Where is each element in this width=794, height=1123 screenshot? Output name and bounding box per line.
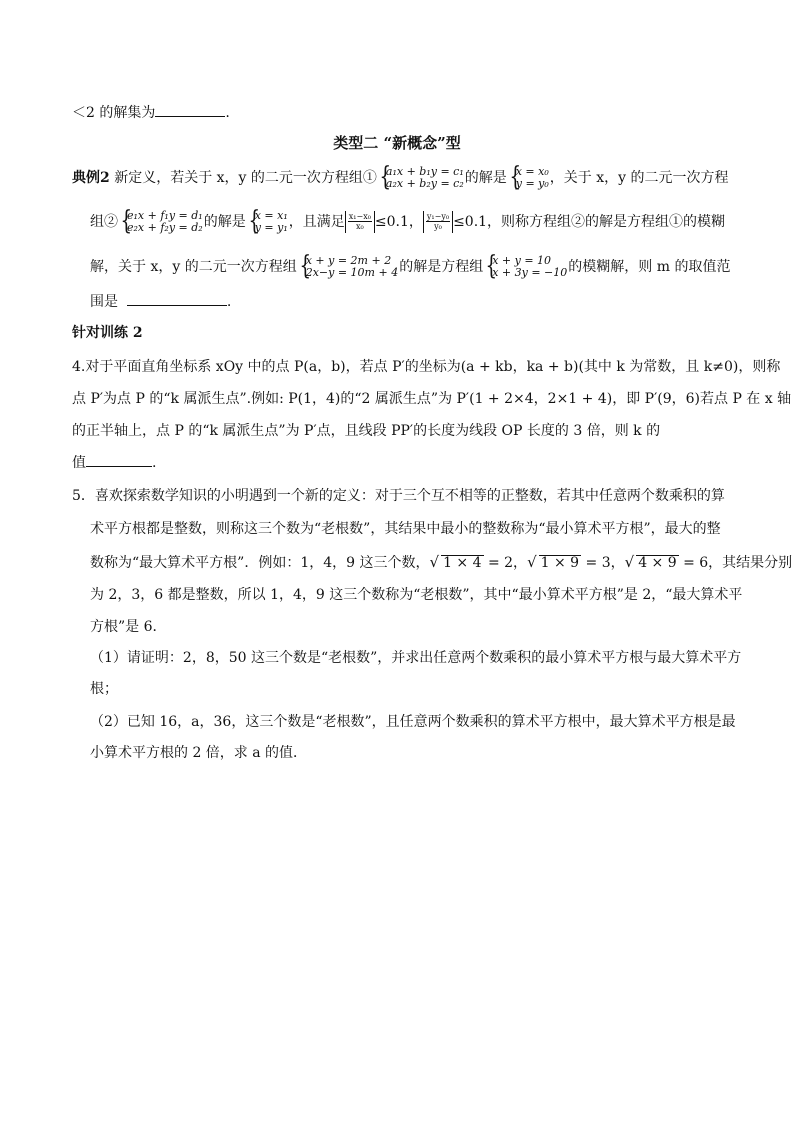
solution-system-2: { x = x₁ y = y₁ bbox=[247, 210, 288, 234]
q5-line4: 为 2，3，6 都是整数，所以 1，4，9 这三个数称为“老根数”，其中“最小算术平方根”是 2，“最大算术平 bbox=[90, 587, 743, 603]
text: 值 bbox=[72, 455, 86, 471]
text: 组② bbox=[90, 214, 118, 230]
sqrt-4x9: 4 × 9 bbox=[638, 555, 677, 571]
example2-line1 bbox=[72, 166, 729, 190]
equation-system-1: { a₁x + b₁y = c₁ a₂x + b₂y = c₂ bbox=[378, 166, 464, 190]
q5-line5: 方根”是 6． bbox=[90, 619, 167, 635]
q5-part2-line2: 小算术平方根的 2 倍，求 a 的值． bbox=[90, 745, 308, 761]
text: 的解是 bbox=[203, 214, 246, 230]
text: ≤0.1， bbox=[374, 214, 423, 230]
example-tag: 典例2 bbox=[72, 170, 110, 186]
text: 围是 bbox=[90, 294, 118, 310]
solution-system-1: { x = x₀ y = y₀ bbox=[508, 166, 549, 190]
sqrt-1x9: 1 × 9 bbox=[540, 555, 580, 571]
equation-system-2: { e₁x + f₁y = d₁ e₂x + f₂y = d₂ bbox=[119, 210, 203, 234]
q4-line3: 的正半轴上，点 P 的“k 属派生点”为 P′点，且线段 PP′的长度为线段 OP 长度的 3 倍，则 k 的 bbox=[72, 423, 661, 439]
example2-line4 bbox=[90, 291, 231, 312]
text: 的模糊解，则 m 的取值范 bbox=[568, 259, 731, 275]
q5-line1: 5．喜欢探索数学知识的小明遇到一个新的定义：对于三个互不相等的正整数，若其中任意两个数乘积的算 bbox=[72, 488, 725, 504]
text: 新定义，若关于 x，y 的二元一次方程组① bbox=[109, 170, 377, 186]
equation-system-4: { x + y = 10 x + 3y = −10 bbox=[484, 255, 567, 279]
equation-system-3: { x + y = 2m + 2 2x−y = 10m + 4 bbox=[298, 255, 398, 279]
drill-heading: 针对训练 2 bbox=[72, 325, 143, 341]
abs-fraction-y: $\frac{\text{y₁−y₀}}{\text{y₀}}$ bbox=[423, 211, 453, 233]
answer-blank[interactable] bbox=[127, 291, 227, 306]
example2-line2 bbox=[90, 210, 725, 234]
q4-line4: 值 . bbox=[72, 452, 156, 473]
q5-line3: 数称为“最大算术平方根”．例如：1，4，9 这三个数，√ 1 × 4 = 2，√ 1 × 9 = 3，√ 4 × 9 = 6，其结果分别 bbox=[90, 553, 793, 571]
text: ，且满足 bbox=[288, 214, 345, 230]
q5-part2-line1: （2）已知 16，a，36，这三个数是“老根数”，且任意两个数乘积的算术平方根中，最大算术平方根是最 bbox=[90, 714, 736, 730]
answer-blank[interactable] bbox=[155, 102, 225, 117]
text: ，关于 x，y 的二元一次方程 bbox=[549, 170, 729, 186]
continued-line: ＜2 的解集为 . bbox=[72, 102, 230, 123]
q5-part1-line1: （1）请证明：2，8，50 这三个数是“老根数”，并求出任意两个数乘积的最小算术平方根与最大算术平方 bbox=[90, 650, 742, 666]
answer-blank[interactable] bbox=[86, 452, 152, 467]
q5-line2: 术平方根都是整数，则称这三个数为“老根数”，其结果中最小的整数称为“最小算术平方根”，最大的整 bbox=[90, 521, 721, 537]
text: ≤0.1，则称方程组②的解是方程组①的模糊 bbox=[453, 214, 726, 230]
abs-fraction-x: $\frac{\text{x₁−x₀}}{\text{x₀}}$ bbox=[345, 211, 375, 233]
sqrt-1x4: 1 × 4 bbox=[443, 555, 482, 571]
section-title: 类型二 “新概念”型 bbox=[333, 134, 461, 152]
text: 解，关于 x，y 的二元一次方程组 bbox=[90, 259, 297, 275]
example2-line3 bbox=[90, 255, 730, 279]
continued-text: ＜2 的解集为 bbox=[72, 105, 156, 121]
text: 数称为“最大算术平方根”．例如：1，4，9 这三个数， bbox=[90, 555, 430, 571]
q4-line2: 点 P′为点 P 的“k 属派生点”.例如: P(1，4)的“2 属派生点”为 P′(1 + 2×4，2×1 + 4)，即 P′(9，6)若点 P 在 x 轴 bbox=[72, 391, 792, 407]
q4-line1: 4.对于平面直角坐标系 xOy 中的点 P(a，b)，若点 P′的坐标为(a + kb，ka + b)(其中 k 为常数，且 k≠0)，则称 bbox=[72, 359, 781, 375]
text: 的解是方程组 bbox=[399, 259, 484, 275]
text: 的解是 bbox=[464, 170, 507, 186]
q5-part1-line2: 根； bbox=[90, 681, 118, 697]
text: . bbox=[226, 294, 232, 310]
